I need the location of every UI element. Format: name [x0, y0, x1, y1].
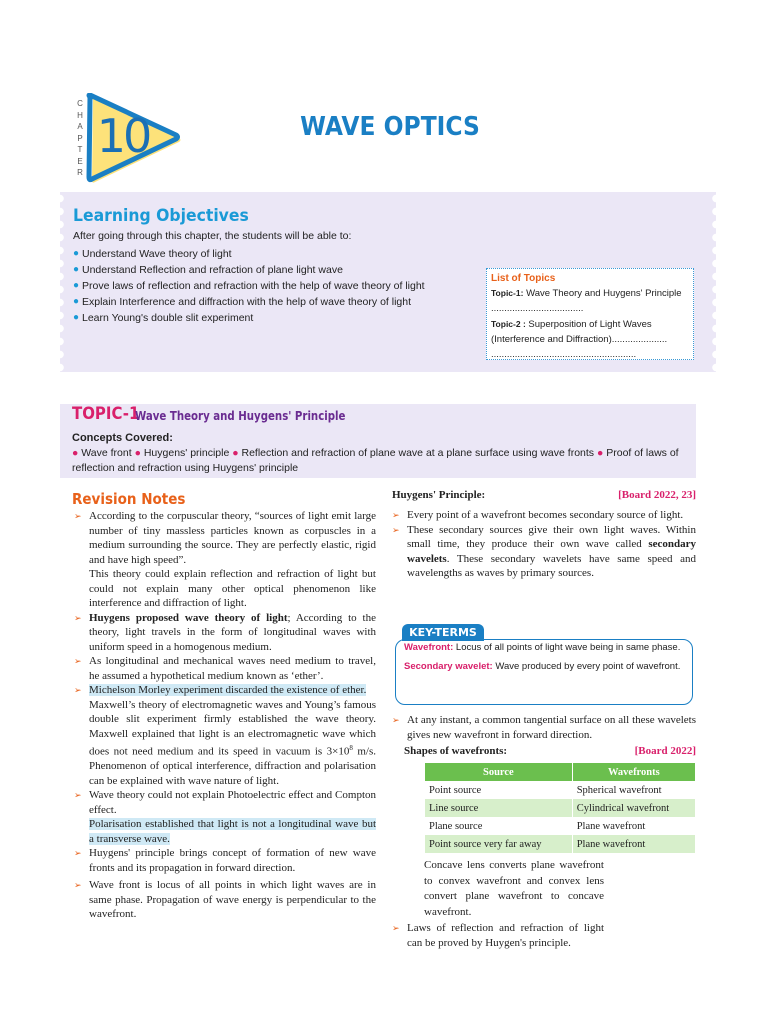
arrow-icon: ➢	[74, 685, 82, 695]
topic-label: TOPIC-1	[72, 404, 140, 424]
key-terms-box	[395, 639, 693, 705]
list-item: ● Prove laws of reflection and refraction with the help of wave theory of light	[73, 280, 425, 292]
arrow-icon: ➢	[74, 511, 82, 521]
topic-1-entry: Topic-1: Wave Theory and Huygens' Principle ...................................	[491, 288, 682, 314]
list-of-topics-heading: List of Topics	[491, 273, 556, 284]
table-row: Plane source Plane wavefront	[425, 817, 695, 835]
chapter-number: 10	[96, 109, 150, 163]
concepts-list: ● Wave front ● Huygens' principle ● Reflection and refraction of plane wave at a plane surface using wave fronts ● Proof of laws of reflection and refraction using Huygens' principle	[72, 447, 679, 474]
bullet-icon: ●	[73, 280, 80, 291]
note-continuation: This theory could explain reflection and refraction of light but could not explain many other optical phenomenon like interference and diffraction of light.	[89, 568, 376, 609]
shapes-heading-row	[404, 744, 696, 759]
chapter-word: C H A P T E R	[77, 99, 83, 177]
lens-note: Concave lens converts plane wavefront to convex wavefront and convex lens convert plane wavefront to concave wavefront.	[424, 859, 604, 918]
note-item: ➢ Wave theory could not explain Photoelectric effect and Compton effect.	[74, 789, 376, 816]
arrow-icon: ➢	[74, 612, 82, 623]
huygens-heading: Huygens' Principle:	[392, 489, 486, 501]
column-header: Wavefronts	[572, 763, 695, 781]
table-header-row	[425, 763, 695, 781]
revision-notes-column	[74, 509, 376, 922]
note-item: ➢ Michelson Morley experiment discarded the existence of ether.	[74, 684, 367, 696]
perforated-edge	[711, 192, 721, 372]
list-of-topics	[486, 268, 694, 360]
table-row: Point source very far away Plane wavefront	[425, 835, 695, 853]
arrow-icon: ➢	[392, 715, 400, 725]
table-row: Line source Cylindrical wavefront	[425, 799, 695, 817]
board-tag: [Board 2022, 23]	[618, 489, 696, 501]
bullet-icon: ●	[73, 312, 80, 323]
chapter-title: WAVE OPTICS	[300, 112, 480, 142]
perforated-edge	[55, 192, 65, 372]
tangential-note	[392, 713, 696, 742]
key-term: Wavefront: Locus of all points of light wave being in same phase.	[404, 642, 681, 653]
key-term: Secondary wavelet: Wave produced by every point of wavefront.	[404, 660, 681, 672]
arrow-icon: ➢	[392, 524, 400, 535]
huygens-heading-row	[392, 489, 696, 501]
revision-notes-heading: Revision Notes	[72, 490, 186, 508]
wavefront-shapes-table	[425, 763, 695, 853]
arrow-icon: ➢	[74, 656, 82, 666]
note-item: ➢ These secondary sources give their own light waves. Within small time, they produce their own wave called secondary wavelets. These secondary wavelets have same speed and wavelengths as waves by primary sources.	[392, 523, 696, 579]
list-item: ● Understand Wave theory of light	[73, 248, 232, 260]
concepts-heading: Concepts Covered:	[72, 432, 173, 444]
huygens-points	[392, 508, 696, 581]
laws-note	[392, 921, 604, 951]
key-terms-tab: KEY-TERMS	[402, 624, 484, 641]
note-continuation: Maxwell’s theory of electromagnetic waves and Young’s famous double slit experiment firmly established the wave theory. Maxwell explained that light is an electromagnetic wave which does not need medium and its speed in vacuum is $3\times 10^8$ m/s. Phenomenon of optical interference, diffraction and polarisation can be explained with wave nature of light.	[89, 698, 376, 787]
learning-objectives-heading: Learning Objectives	[73, 206, 249, 226]
bullet-icon: ●	[73, 296, 80, 307]
arrow-icon: ➢	[74, 880, 82, 891]
note-item: ➢ Laws of reflection and refraction of light can be proved by Huygen's principle.	[392, 922, 604, 949]
table-row: Point source Spherical wavefront	[425, 781, 695, 799]
bullet-icon: ●	[73, 248, 80, 259]
note-item: ➢ Every point of a wavefront becomes secondary source of light.	[392, 509, 684, 521]
arrow-icon: ➢	[74, 848, 82, 859]
list-item: ● Learn Young's double slit experiment	[73, 312, 254, 324]
arrow-icon: ➢	[392, 923, 400, 933]
list-item: ● Explain Interference and diffraction with the help of wave theory of light	[73, 296, 412, 308]
shapes-heading: Shapes of wavefronts:	[404, 745, 508, 757]
topic-name: Wave Theory and Huygens' Principle	[135, 409, 346, 423]
bullet-icon: ●	[73, 264, 80, 275]
board-tag: [Board 2022]	[634, 745, 696, 757]
list-item: ● Understand Reflection and refraction of plane light wave	[73, 264, 343, 276]
arrow-icon: ➢	[392, 510, 400, 520]
arrow-icon: ➢	[74, 790, 82, 801]
note-item: ➢ According to the corpuscular theory, “sources of light emit large number of tiny massless particles known as corpuscles in a medium surrounding the source. They are perfectly elastic, rigid and have high speed”.	[74, 510, 376, 566]
note-item: ➢ Huygens proposed wave theory of light; According to the theory, light travels in the form of longitudinal waves with uniform speed in a homogenous medium.	[74, 611, 376, 653]
learning-objectives-list	[73, 246, 443, 326]
note-item: ➢ At any instant, a common tangential surface on all these wavelets gives new wavefront in forward direction.	[392, 714, 696, 741]
note-item: ➢ Wave front is locus of all points in which light waves are in same phase. Propagation of wave energy is perpendicular to the wavefront.	[74, 879, 376, 921]
learning-objectives-intro: After going through this chapter, the students will be able to:	[73, 230, 352, 242]
note-item: ➢ Huygens' principle brings concept of formation of new wave fronts and its propagation in forward direction.	[74, 847, 376, 874]
note-continuation: Polarisation established that light is not a longitudinal wave but a transverse wave.	[89, 818, 376, 845]
column-header: Source	[425, 763, 572, 781]
note-item: ➢ As longitudinal and mechanical waves need medium to travel, he assumed a hypothetical medium known as ‘ether’.	[74, 655, 376, 682]
topic-2-entry: Topic-2 : Superposition of Light Waves (Interference and Diffraction)..................... .......................................................	[491, 319, 668, 360]
